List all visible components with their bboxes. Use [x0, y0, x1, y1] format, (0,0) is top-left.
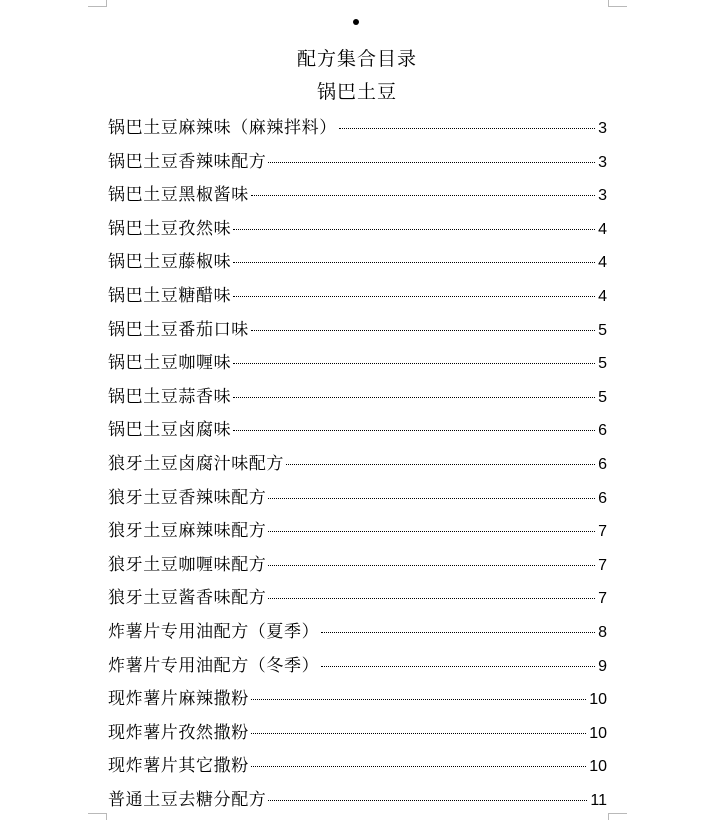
toc-entry-text: 狼牙土豆酱香味配方: [108, 588, 267, 609]
toc-entry[interactable]: [108, 717, 607, 751]
toc-entry-text: 锅巴土豆蒜香味: [108, 386, 232, 407]
toc-page-number: 6: [598, 422, 607, 440]
toc-page-number: 10: [589, 691, 607, 709]
toc-page-number: 4: [598, 254, 607, 272]
toc-entry-text: 现炸薯片孜然撒粉: [108, 722, 249, 743]
toc-entry[interactable]: [108, 750, 607, 784]
toc-entry[interactable]: [108, 616, 607, 650]
toc-entry-text: 锅巴土豆番茄口味: [108, 319, 249, 340]
toc-dot-leader: [321, 666, 595, 667]
toc-page-number: 5: [598, 321, 607, 339]
toc-page-number: 10: [589, 724, 607, 742]
toc-dot-leader: [286, 464, 595, 465]
toc-entry[interactable]: [108, 179, 607, 213]
toc-entry-text: 锅巴土豆藤椒味: [108, 252, 232, 273]
toc-entry[interactable]: [108, 314, 607, 348]
toc-entry[interactable]: [108, 515, 607, 549]
toc-dot-leader: [233, 397, 595, 398]
toc-entry[interactable]: [108, 448, 607, 482]
toc-dot-leader: [268, 565, 595, 566]
toc-entry[interactable]: [108, 146, 607, 180]
toc-entry-text: 狼牙土豆麻辣味配方: [108, 521, 267, 542]
toc-dot-leader: [268, 531, 595, 532]
toc-entry-text: 锅巴土豆黑椒酱味: [108, 185, 249, 206]
crop-mark-top-right: [608, 0, 627, 7]
toc-dot-leader: [251, 699, 586, 700]
paragraph-marker-icon: [353, 19, 359, 25]
toc-entry[interactable]: [108, 414, 607, 448]
toc-page-number: 9: [598, 657, 607, 675]
toc-page-number: 7: [598, 556, 607, 574]
section-heading: 锅巴土豆: [316, 81, 397, 103]
toc-page-number: 5: [598, 355, 607, 373]
toc-entry-text: 狼牙土豆咖喱味配方: [108, 554, 267, 575]
toc-entry-text: 锅巴土豆香辣味配方: [108, 151, 267, 172]
toc-entry[interactable]: [108, 280, 607, 314]
toc-entry[interactable]: [108, 246, 607, 280]
table-of-contents: [108, 112, 607, 817]
toc-dot-leader: [251, 766, 586, 767]
toc-entry[interactable]: [108, 482, 607, 516]
toc-dot-leader: [233, 229, 595, 230]
toc-entry[interactable]: [108, 381, 607, 415]
toc-entry-text: 锅巴土豆卤腐味: [108, 420, 232, 441]
toc-dot-leader: [268, 498, 595, 499]
toc-dot-leader: [251, 330, 595, 331]
document-title: 配方集合目录: [296, 48, 417, 70]
toc-entry-text: 锅巴土豆咖喱味: [108, 353, 232, 374]
toc-entry[interactable]: [108, 582, 607, 616]
toc-dot-leader: [321, 632, 595, 633]
toc-entry-text: 炸薯片专用油配方（夏季）: [108, 621, 320, 642]
toc-dot-leader: [233, 296, 595, 297]
toc-entry[interactable]: [108, 112, 607, 146]
toc-entry-text: 现炸薯片其它撒粉: [108, 756, 249, 777]
toc-entry[interactable]: [108, 549, 607, 583]
toc-page-number: 4: [598, 220, 607, 238]
toc-page-number: 6: [598, 455, 607, 473]
toc-entry-text: 现炸薯片麻辣撒粉: [108, 689, 249, 710]
toc-entry-text: 狼牙土豆香辣味配方: [108, 487, 267, 508]
toc-page-number: 7: [598, 590, 607, 608]
crop-mark-top-left: [88, 0, 107, 7]
toc-entry[interactable]: [108, 213, 607, 247]
toc-dot-leader: [268, 162, 595, 163]
toc-dot-leader: [268, 800, 587, 801]
toc-entry[interactable]: [108, 347, 607, 381]
toc-entry-text: 锅巴土豆糖醋味: [108, 285, 232, 306]
toc-entry-text: 锅巴土豆麻辣味（麻辣拌料）: [108, 118, 337, 138]
toc-page-number: 3: [598, 187, 607, 205]
toc-page-number: 8: [598, 623, 607, 641]
toc-dot-leader: [268, 598, 595, 599]
toc-entry[interactable]: [108, 784, 607, 818]
toc-dot-leader: [233, 363, 595, 364]
toc-dot-leader: [251, 195, 595, 196]
toc-entry-text: 狼牙土豆卤腐汁味配方: [108, 453, 284, 474]
toc-entry-text: 普通土豆去糖分配方: [108, 789, 267, 810]
toc-page-number: 10: [589, 758, 607, 776]
toc-page-number: 3: [598, 153, 607, 171]
toc-page-number: 6: [598, 489, 607, 507]
toc-page-number: 4: [598, 287, 607, 305]
toc-entry[interactable]: [108, 650, 607, 684]
toc-page-number: 5: [598, 388, 607, 406]
toc-entry-text: 锅巴土豆孜然味: [108, 218, 232, 239]
toc-dot-leader: [251, 733, 586, 734]
toc-dot-leader: [339, 128, 595, 129]
toc-dot-leader: [233, 262, 595, 263]
toc-page-number: 7: [598, 523, 607, 541]
toc-page-number: 11: [590, 791, 607, 809]
toc-dot-leader: [233, 430, 595, 431]
toc-page-number: 3: [598, 120, 607, 137]
toc-entry-text: 炸薯片专用油配方（冬季）: [108, 655, 320, 676]
toc-entry[interactable]: [108, 683, 607, 717]
